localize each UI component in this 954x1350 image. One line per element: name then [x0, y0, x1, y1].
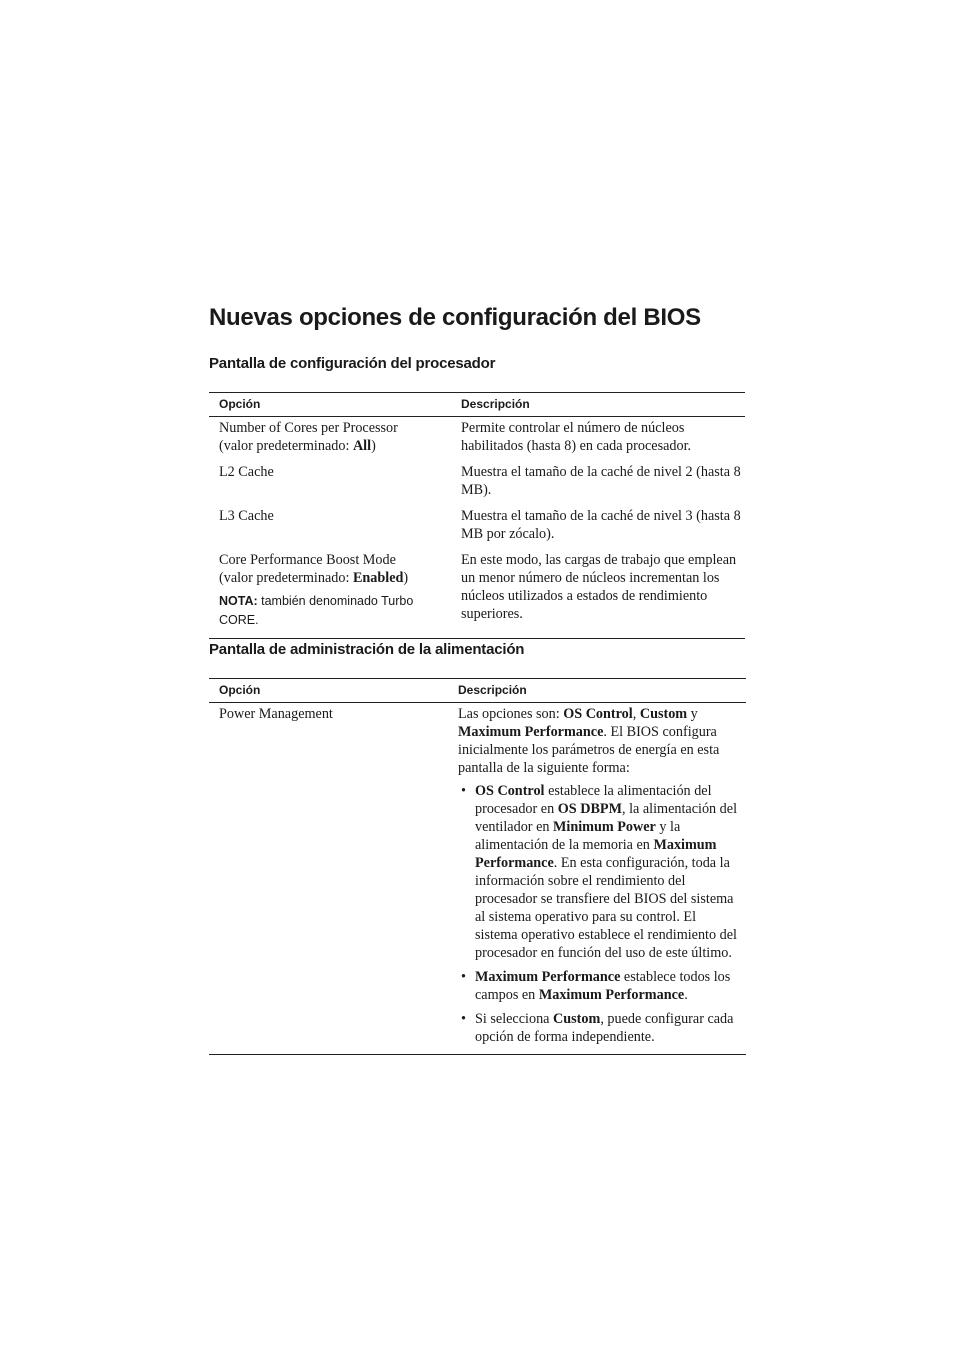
settings-bullet-list [458, 782, 742, 1046]
text-run: y [687, 706, 698, 722]
text-run: . [684, 987, 688, 1003]
option-value: Maximum Performance [475, 837, 717, 871]
list-item [458, 782, 742, 962]
note-text: también denominado Turbo CORE. [219, 594, 414, 627]
bullet-icon: • [461, 969, 466, 985]
option-name: Core Performance Boost Mode [219, 552, 396, 568]
default-value: All [352, 438, 372, 454]
default-value-suffix: ) [403, 570, 409, 586]
column-header-option: Opción [209, 679, 448, 703]
table-row [209, 503, 745, 547]
table-row [209, 417, 745, 460]
option-cell: L2 Cache [219, 464, 274, 480]
text-run: . En esta configuración, toda la información sobre el rendimiento del procesador se transfiere del BIOS del sistema al sistema operativo para su control. El sistema operativo establece el rendimiento del procesador en función del uso de este último. [475, 855, 737, 961]
text-run: y la alimentación de la memoria en [475, 819, 681, 853]
column-header-option: Opción [209, 393, 451, 417]
option-cell [209, 547, 451, 639]
table-header-row [209, 393, 745, 417]
option-value: OS Control [475, 783, 545, 799]
default-value-prefix: (valor predeterminado: [219, 438, 353, 454]
default-value-prefix: (valor predeterminado: [219, 570, 353, 586]
option-cell: L3 Cache [219, 508, 274, 524]
table-row [209, 703, 746, 1055]
text-run: establece la alimentación del procesador en [475, 783, 712, 817]
note [219, 592, 447, 630]
column-header-description: Descripción [451, 393, 745, 417]
option-value: Maximum Performance [538, 987, 685, 1003]
default-value-suffix: ) [371, 438, 376, 454]
option-value: Maximum Performance [475, 969, 621, 985]
list-item [458, 1010, 742, 1046]
power-section-heading: Pantalla de administración de la alimentación [209, 641, 525, 658]
intro-paragraph [458, 705, 742, 777]
description-cell: Muestra el tamaño de la caché de nivel 2 (hasta 8 MB). [461, 464, 741, 498]
text-run: , la alimentación del ventilador en [475, 801, 738, 835]
bullet-icon: • [461, 783, 466, 799]
option-cell [209, 417, 451, 460]
text-run: establece todos los campos en [475, 969, 731, 1003]
text-run: . El BIOS configura inicialmente los parámetros de energía en esta pantalla de la siguiente forma: [458, 724, 720, 776]
description-cell: Permite controlar el número de núcleos habilitados (hasta 8) en cada procesador. [461, 420, 692, 454]
table-row [209, 547, 745, 639]
option-value: Custom [639, 706, 688, 722]
table-header-row [209, 679, 746, 703]
page-title: Nuevas opciones de configuración del BIOS [209, 304, 701, 331]
option-value: Custom [553, 1011, 601, 1027]
default-value: Enabled [352, 570, 404, 586]
option-value: Minimum Power [553, 819, 656, 835]
option-value: OS DBPM [557, 801, 622, 817]
text-run: , puede configurar cada opción de forma independiente. [475, 1011, 734, 1045]
note-label: NOTA: [219, 594, 258, 608]
processor-section-heading: Pantalla de configuración del procesador [209, 355, 496, 372]
power-management-table [209, 678, 746, 1055]
bullet-icon: • [461, 1011, 466, 1027]
description-cell: En este modo, las cargas de trabajo que emplean un menor número de núcleos incrementan los núcleos utilizados a estados de rendimiento superiores. [451, 547, 745, 639]
text-run: Si selecciona [475, 1011, 554, 1027]
option-value: OS Control [563, 706, 633, 722]
column-header-description: Descripción [448, 679, 746, 703]
description-cell: Muestra el tamaño de la caché de nivel 3 (hasta 8 MB por zócalo). [461, 508, 741, 542]
list-item [458, 968, 742, 1004]
option-cell: Power Management [209, 703, 448, 1055]
text-run: , [632, 706, 640, 722]
description-cell [448, 703, 746, 1055]
processor-settings-table [209, 392, 745, 639]
text-run: Las opciones son: [458, 706, 564, 722]
option-name: Number of Cores per Processor [219, 420, 398, 436]
option-value: Maximum Performance [458, 724, 604, 740]
table-row [209, 459, 745, 503]
